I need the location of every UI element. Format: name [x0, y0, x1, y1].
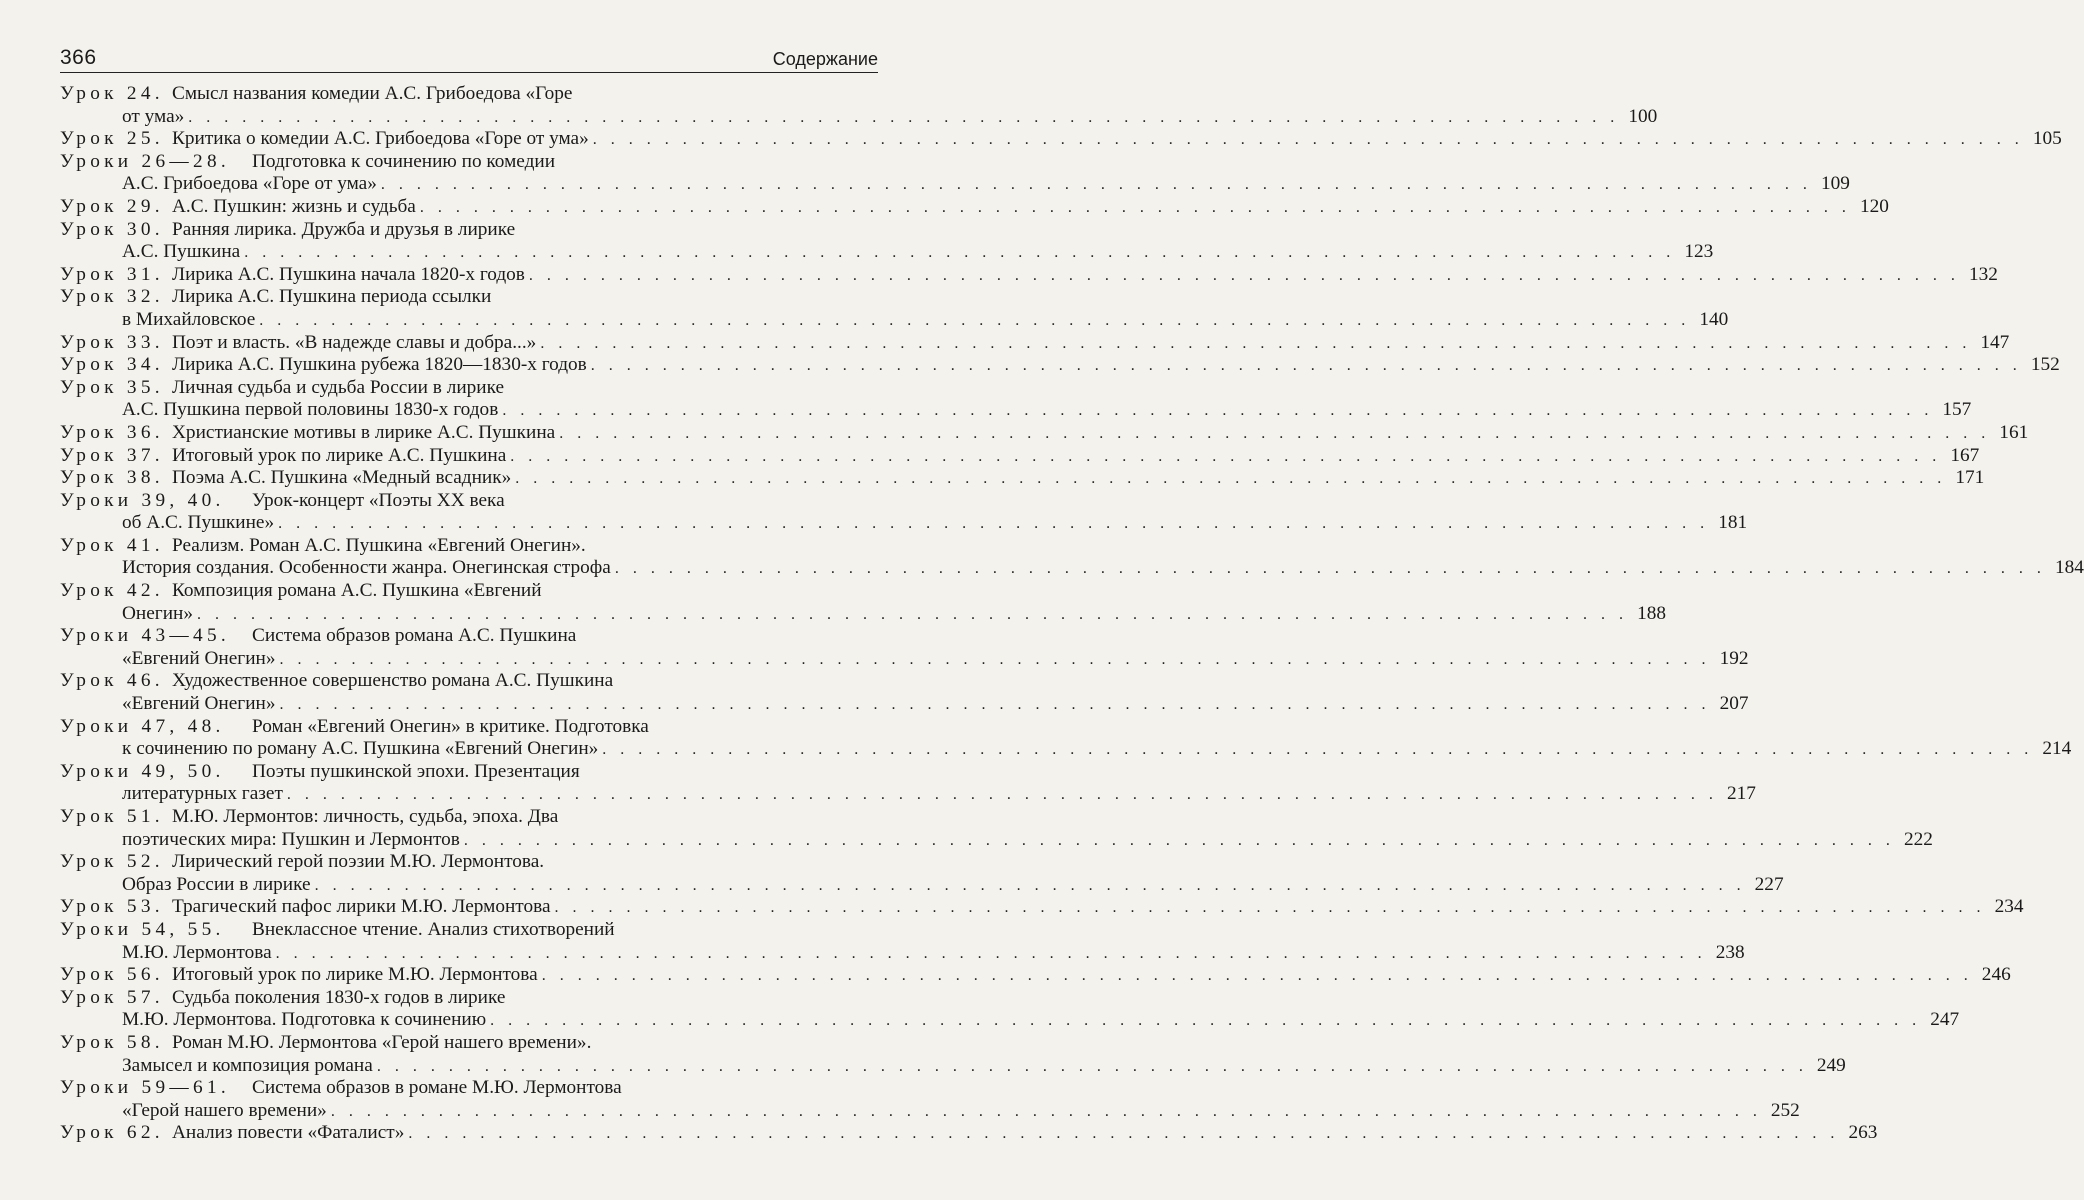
dot-leader: . . . . . . . . . . . . . . . . . . . . . . . . . . . . . . . . . . . . . . . . . . . . . . . . . . . . . . . . . . . . . . . . . . . . . . . . . . . . . . . . [592, 131, 2024, 149]
lesson-label: Урок 29. [60, 195, 164, 217]
entry-title: Итоговый урок по лирике А.С. Пушкина [172, 444, 507, 466]
entry-title: Реализм. Роман А.С. Пушкина «Евгений Онегин». [172, 534, 586, 556]
dot-leader: . . . . . . . . . . . . . . . . . . . . . . . . . . . . . . . . . . . . . . . . . . . . . . . . . . . . . . . . . . . . . . . . . . . . . . . . . . . . . . . . [188, 108, 1620, 126]
toc-line [60, 987, 878, 1010]
entry-page-number: 252 [1770, 1099, 1800, 1121]
entry-page-number: 207 [1719, 693, 1749, 715]
toc-line [60, 602, 1666, 626]
dot-leader: . . . . . . . . . . . . . . . . . . . . . . . . . . . . . . . . . . . . . . . . . . . . . . . . . . . . . . . . . . . . . . . . . . . . . . . . . . . . . . . . [541, 967, 1973, 985]
toc-entry[interactable] [60, 851, 1784, 896]
toc-line [60, 896, 2024, 919]
toc-entry[interactable] [60, 376, 1972, 422]
toc-line [60, 128, 2062, 151]
entry-page-number: 181 [1718, 512, 1748, 534]
entry-page-number: 105 [2032, 128, 2062, 150]
entry-title: М.Ю. Лермонтов: личность, судьба, эпоха. Два [172, 806, 559, 827]
toc-line [60, 219, 878, 242]
toc-line [60, 1032, 878, 1055]
entry-title: Судьба поколения 1830-х годов в лирике [172, 986, 506, 1008]
entry-title: История создания. Особенности жанра. Онегинская строфа [122, 557, 611, 579]
entry-page-number: 227 [1754, 873, 1784, 895]
lesson-label: Урок 58. [60, 1031, 164, 1053]
entry-page-number: 123 [1684, 241, 1714, 263]
lesson-label: Урок 56. [60, 964, 164, 986]
lesson-label: Урок 24. [60, 83, 164, 104]
toc-line [60, 331, 2010, 355]
toc-line [60, 151, 878, 174]
toc-line [60, 738, 2072, 761]
entry-title: Поэма А.С. Пушкина «Медный всадник» [172, 467, 512, 489]
entry-title: А.С. Пушкина первой половины 1830-х годов [122, 399, 499, 421]
entry-page-number: 161 [1999, 421, 2029, 443]
lesson-label: Уроки 39, 40. [60, 489, 225, 511]
toc-line [60, 1122, 1878, 1145]
entry-page-number: 100 [1628, 105, 1658, 127]
toc-entry[interactable] [60, 286, 1729, 331]
toc-entry[interactable] [60, 1077, 1800, 1122]
lesson-label: Уроки 59—61. [60, 1077, 231, 1099]
toc-line [60, 873, 1784, 897]
lesson-label: Урок 31. [60, 263, 164, 285]
entry-title: Лирика А.С. Пушкина начала 1820-х годов [172, 263, 525, 285]
entry-title: литературных газет [122, 783, 283, 805]
dot-leader: . . . . . . . . . . . . . . . . . . . . . . . . . . . . . . . . . . . . . . . . . . . . . . . . . . . . . . . . . . . . . . . . . . . . . . . . . . . . . . . . [197, 605, 1628, 623]
toc-entry[interactable] [60, 1031, 1846, 1077]
lesson-label: Урок 37. [60, 444, 164, 466]
dot-leader: . . . . . . . . . . . . . . . . . . . . . . . . . . . . . . . . . . . . . . . . . . . . . . . . . . . . . . . . . . . . . . . . . . . . . . . . . . . . . . . . [463, 831, 1895, 849]
lesson-label: Урок 51. [60, 806, 164, 827]
lesson-label: Урок 32. [60, 286, 164, 308]
toc-entry[interactable] [60, 1122, 1878, 1145]
toc-line [60, 964, 2011, 987]
lesson-label: Урок 34. [60, 354, 164, 376]
dot-leader: . . . . . . . . . . . . . . . . . . . . . . . . . . . . . . . . . . . . . . . . . . . . . . . . . . . . . . . . . . . . . . . . . . . . . . . . . . . . . . . . [380, 176, 1812, 194]
entry-title: Замысел и композиция романа [122, 1054, 373, 1076]
entry-page-number: 263 [1848, 1122, 1878, 1144]
page-header [60, 40, 878, 73]
entry-title: А.С. Пушкин: жизнь и судьба [172, 195, 416, 217]
toc-entry[interactable] [60, 534, 2084, 580]
toc-line [60, 105, 1658, 129]
dot-leader: . . . . . . . . . . . . . . . . . . . . . . . . . . . . . . . . . . . . . . . . . . . . . . . . . . . . . . . . . . . . . . . . . . . . . . . . . . . . . . . . [419, 198, 1851, 216]
toc-line [60, 377, 878, 400]
entry-title: поэтических мира: Пушкин и Лермонтов [122, 828, 460, 850]
toc-entry[interactable] [60, 128, 2062, 151]
entry-title: Трагический пафос лирики М.Ю. Лермонтова [172, 896, 551, 918]
entry-title: Поэт и власть. «В надежде славы и добра...» [172, 331, 537, 353]
toc-entry[interactable] [60, 421, 2029, 445]
lesson-label: Уроки 54, 55. [60, 918, 225, 940]
toc-line [60, 512, 1748, 535]
toc-line [60, 761, 878, 784]
toc-line [60, 421, 2029, 445]
lesson-label: Урок 46. [60, 670, 164, 692]
dot-leader: . . . . . . . . . . . . . . . . . . . . . . . . . . . . . . . . . . . . . . . . . . . . . . . . . . . . . . . . . . . . . . . . . . . . . . . . . . . . . . . . [559, 424, 1991, 442]
entry-title: Система образов в романе М.Ю. Лермонтова [252, 1077, 622, 1099]
toc-line [60, 580, 878, 603]
entry-page-number: 171 [1955, 467, 1985, 489]
entry-page-number: 188 [1637, 602, 1666, 624]
toc-entry[interactable] [60, 354, 2060, 377]
dot-leader: . . . . . . . . . . . . . . . . . . . . . . . . . . . . . . . . . . . . . . . . . . . . . . . . . . . . . . . . . . . . . . . . . . . . . . . . . . . . . . . . [528, 266, 1960, 284]
dot-leader: . . . . . . . . . . . . . . . . . . . . . . . . . . . . . . . . . . . . . . . . . . . . . . . . . . . . . . . . . . . . . . . . . . . . . . . . . . . . . . . . [554, 899, 1986, 917]
toc-line [60, 83, 878, 106]
entry-title: Образ России в лирике [122, 873, 311, 895]
dot-leader: . . . . . . . . . . . . . . . . . . . . . . . . . . . . . . . . . . . . . . . . . . . . . . . . . . . . . . . . . . . . . . . . . . . . . . . . . . . . . . . . [275, 944, 1707, 962]
toc-line [60, 173, 1850, 196]
entry-title: Личная судьба и судьба России в лирике [172, 376, 505, 398]
lesson-label: Урок 38. [60, 467, 164, 489]
lesson-label: Урок 36. [60, 421, 164, 443]
entry-page-number: 132 [1968, 263, 1998, 285]
entry-page-number: 109 [1820, 173, 1850, 195]
toc-line [60, 1054, 1846, 1078]
toc-entry[interactable] [60, 263, 1998, 287]
entry-page-number: 167 [1950, 444, 1980, 466]
lesson-label: Урок 53. [60, 896, 164, 918]
toc-line [60, 670, 878, 693]
entry-title: Композиция романа А.С. Пушкина «Евгений [172, 580, 542, 602]
entry-title: об А.С. Пушкине» [122, 512, 275, 534]
toc-entry[interactable] [60, 806, 1933, 851]
dot-leader: . . . . . . . . . . . . . . . . . . . . . . . . . . . . . . . . . . . . . . . . . . . . . . . . . . . . . . . . . . . . . . . . . . . . . . . . . . . . . . . . [540, 334, 1972, 352]
toc-entry[interactable] [60, 625, 1749, 670]
toc-line [60, 625, 878, 648]
toc-line [60, 308, 1729, 332]
entry-title: Христианские мотивы в лирике А.С. Пушкина [172, 421, 556, 443]
lesson-label: Уроки 26—28. [60, 150, 231, 172]
entry-title: Система образов романа А.С. Пушкина [252, 625, 577, 647]
entry-title: Онегин» [122, 602, 193, 624]
dot-leader: . . . . . . . . . . . . . . . . . . . . . . . . . . . . . . . . . . . . . . . . . . . . . . . . . . . . . . . . . . . . . . . . . . . . . . . . . . . . . . . . [244, 244, 1676, 262]
entry-title: Поэты пушкинской эпохи. Презентация [252, 760, 580, 782]
toc-line [60, 716, 878, 739]
toc-entry[interactable] [60, 964, 2011, 987]
toc-line [60, 783, 1756, 806]
entry-page-number: 184 [2054, 557, 2084, 579]
toc-line [60, 828, 1933, 852]
lesson-label: Урок 57. [60, 986, 164, 1008]
lesson-label: Урок 25. [60, 128, 164, 150]
toc-line [60, 851, 878, 874]
toc-entry[interactable] [60, 918, 1745, 964]
lesson-label: Урок 41. [60, 534, 164, 556]
entry-title: Роман «Евгений Онегин» в критике. Подготовка [252, 715, 649, 737]
entry-title: к сочинению по роману А.С. Пушкина «Евгений Онегин» [122, 738, 599, 760]
toc-entry[interactable] [60, 83, 1658, 128]
entry-title: Анализ повести «Фаталист» [172, 1122, 405, 1144]
entry-page-number: 249 [1816, 1054, 1846, 1076]
toc-entry[interactable] [60, 195, 1889, 219]
entry-page-number: 246 [1981, 964, 2011, 986]
page-number: 366 [60, 46, 97, 69]
entry-title: Художественное совершенство романа А.С. Пушкина [172, 670, 614, 692]
entry-title: Критика о комедии А.С. Грибоедова «Горе от ума» [172, 128, 589, 150]
dot-leader: . . . . . . . . . . . . . . . . . . . . . . . . . . . . . . . . . . . . . . . . . . . . . . . . . . . . . . . . . . . . . . . . . . . . . . . . . . . . . . . . [590, 357, 2022, 375]
dot-leader: . . . . . . . . . . . . . . . . . . . . . . . . . . . . . . . . . . . . . . . . . . . . . . . . . . . . . . . . . . . . . . . . . . . . . . . . . . . . . . . . [602, 741, 2034, 759]
toc-line [60, 941, 1745, 965]
dot-leader: . . . . . . . . . . . . . . . . . . . . . . . . . . . . . . . . . . . . . . . . . . . . . . . . . . . . . . . . . . . . . . . . . . . . . . . . . . . . . . . . [510, 447, 1942, 465]
toc-entry[interactable] [60, 331, 2010, 355]
entry-title: М.Ю. Лермонтова [122, 941, 272, 963]
entry-page-number: 152 [2030, 354, 2060, 376]
toc-line [60, 286, 878, 309]
dot-leader: . . . . . . . . . . . . . . . . . . . . . . . . . . . . . . . . . . . . . . . . . . . . . . . . . . . . . . . . . . . . . . . . . . . . . . . . . . . . . . . . [490, 1012, 1922, 1030]
entry-title: Ранняя лирика. Дружба и друзья в лирике [172, 218, 516, 240]
entry-page-number: 214 [2042, 738, 2072, 760]
dot-leader: . . . . . . . . . . . . . . . . . . . . . . . . . . . . . . . . . . . . . . . . . . . . . . . . . . . . . . . . . . . . . . . . . . . . . . . . . . . . . . . . [314, 876, 1746, 894]
lesson-label: Урок 33. [60, 331, 164, 353]
lesson-label: Уроки 43—45. [60, 625, 231, 647]
entry-title: Итоговый урок по лирике М.Ю. Лермонтова [172, 964, 538, 986]
entry-title: Лирический герой поэзии М.Ю. Лермонтова. [172, 851, 545, 873]
entry-title: А.С. Грибоедова «Горе от ума» [122, 173, 377, 195]
entry-title: от ума» [122, 105, 185, 127]
entry-title: «Евгений Онегин» [122, 693, 276, 715]
dot-leader: . . . . . . . . . . . . . . . . . . . . . . . . . . . . . . . . . . . . . . . . . . . . . . . . . . . . . . . . . . . . . . . . . . . . . . . . . . . . . . . . [408, 1125, 1840, 1143]
entry-page-number: 247 [1930, 1009, 1960, 1031]
entry-title: Урок-концерт «Поэты XX века [252, 489, 505, 511]
toc-line [60, 1099, 1800, 1123]
toc-line [60, 1077, 878, 1100]
entry-title: «Евгений Онегин» [122, 647, 276, 669]
lesson-label: Уроки 49, 50. [60, 760, 225, 782]
entry-title: Смысл названия комедии А.С. Грибоедова «Горе [172, 83, 573, 104]
entry-page-number: 234 [1994, 896, 2024, 918]
entry-page-number: 140 [1699, 308, 1729, 330]
toc-entry[interactable] [60, 489, 1748, 535]
dot-leader: . . . . . . . . . . . . . . . . . . . . . . . . . . . . . . . . . . . . . . . . . . . . . . . . . . . . . . . . . . . . . . . . . . . . . . . . . . . . . . . . [502, 402, 1934, 420]
entry-page-number: 147 [1980, 331, 2010, 353]
lesson-label: Уроки 47, 48. [60, 715, 225, 737]
toc-entry[interactable] [60, 986, 1960, 1032]
table-of-contents [60, 83, 2084, 1145]
toc-line [60, 557, 2084, 580]
toc-line [60, 467, 1985, 490]
entry-page-number: 217 [1726, 783, 1756, 805]
toc-entry[interactable] [60, 580, 1666, 625]
toc-entry[interactable] [60, 715, 2072, 761]
entry-page-number: 192 [1719, 647, 1749, 669]
entry-title: Лирика А.С. Пушкина рубежа 1820—1830-х годов [172, 354, 587, 376]
toc-line [60, 241, 1714, 264]
entry-title: Лирика А.С. Пушкина периода ссылки [172, 286, 492, 308]
lesson-label: Урок 30. [60, 218, 164, 240]
entry-title: «Герой нашего времени» [122, 1099, 327, 1121]
lesson-label: Урок 42. [60, 580, 164, 602]
toc-line [60, 399, 1972, 422]
toc-entry[interactable] [60, 896, 2024, 919]
lesson-label: Урок 35. [60, 376, 164, 398]
toc-entry[interactable] [60, 218, 1714, 264]
dot-leader: . . . . . . . . . . . . . . . . . . . . . . . . . . . . . . . . . . . . . . . . . . . . . . . . . . . . . . . . . . . . . . . . . . . . . . . . . . . . . . . . [279, 696, 1711, 714]
entry-page-number: 120 [1859, 195, 1889, 217]
toc-entry[interactable] [60, 760, 1756, 806]
dot-leader: . . . . . . . . . . . . . . . . . . . . . . . . . . . . . . . . . . . . . . . . . . . . . . . . . . . . . . . . . . . . . . . . . . . . . . . . . . . . . . . . [614, 560, 2046, 578]
entry-page-number: 222 [1903, 828, 1933, 850]
toc-line [60, 693, 1749, 716]
dot-leader: . . . . . . . . . . . . . . . . . . . . . . . . . . . . . . . . . . . . . . . . . . . . . . . . . . . . . . . . . . . . . . . . . . . . . . . . . . . . . . . . [279, 650, 1711, 668]
toc-entry[interactable] [60, 444, 1980, 468]
toc-line [60, 1009, 1960, 1032]
toc-line [60, 444, 1980, 468]
dot-leader: . . . . . . . . . . . . . . . . . . . . . . . . . . . . . . . . . . . . . . . . . . . . . . . . . . . . . . . . . . . . . . . . . . . . . . . . . . . . . . . . [376, 1057, 1808, 1075]
toc-line [60, 919, 878, 942]
entry-title: в Михайловское [122, 308, 256, 330]
dot-leader: . . . . . . . . . . . . . . . . . . . . . . . . . . . . . . . . . . . . . . . . . . . . . . . . . . . . . . . . . . . . . . . . . . . . . . . . . . . . . . . . [515, 470, 1947, 488]
toc-entry[interactable] [60, 467, 1985, 490]
entry-title: Внеклассное чтение. Анализ стихотворений [252, 918, 615, 940]
lesson-label: Урок 62. [60, 1122, 164, 1144]
toc-line [60, 490, 878, 513]
toc-entry[interactable] [60, 670, 1749, 715]
entry-page-number: 238 [1715, 941, 1745, 963]
toc-line [60, 535, 878, 558]
entry-page-number: 157 [1942, 399, 1972, 421]
dot-leader: . . . . . . . . . . . . . . . . . . . . . . . . . . . . . . . . . . . . . . . . . . . . . . . . . . . . . . . . . . . . . . . . . . . . . . . . . . . . . . . . [330, 1102, 1762, 1120]
page [60, 40, 2084, 1145]
toc-line [60, 354, 2060, 377]
dot-leader: . . . . . . . . . . . . . . . . . . . . . . . . . . . . . . . . . . . . . . . . . . . . . . . . . . . . . . . . . . . . . . . . . . . . . . . . . . . . . . . . [286, 786, 1718, 804]
toc-line [60, 806, 878, 829]
toc-line [60, 647, 1749, 671]
entry-title: Роман М.Ю. Лермонтова «Герой нашего времени». [172, 1031, 592, 1053]
toc-entry[interactable] [60, 150, 1850, 196]
entry-title: А.С. Пушкина [122, 241, 241, 263]
entry-title: М.Ю. Лермонтова. Подготовка к сочинению [122, 1009, 487, 1031]
lesson-label: Урок 52. [60, 851, 164, 873]
dot-leader: . . . . . . . . . . . . . . . . . . . . . . . . . . . . . . . . . . . . . . . . . . . . . . . . . . . . . . . . . . . . . . . . . . . . . . . . . . . . . . . . [278, 515, 1710, 533]
dot-leader: . . . . . . . . . . . . . . . . . . . . . . . . . . . . . . . . . . . . . . . . . . . . . . . . . . . . . . . . . . . . . . . . . . . . . . . . . . . . . . . . [259, 311, 1691, 329]
toc-line [60, 195, 1889, 219]
toc-line [60, 263, 1998, 287]
section-title: Содержание [772, 49, 878, 69]
entry-title: Подготовка к сочинению по комедии [252, 150, 556, 172]
